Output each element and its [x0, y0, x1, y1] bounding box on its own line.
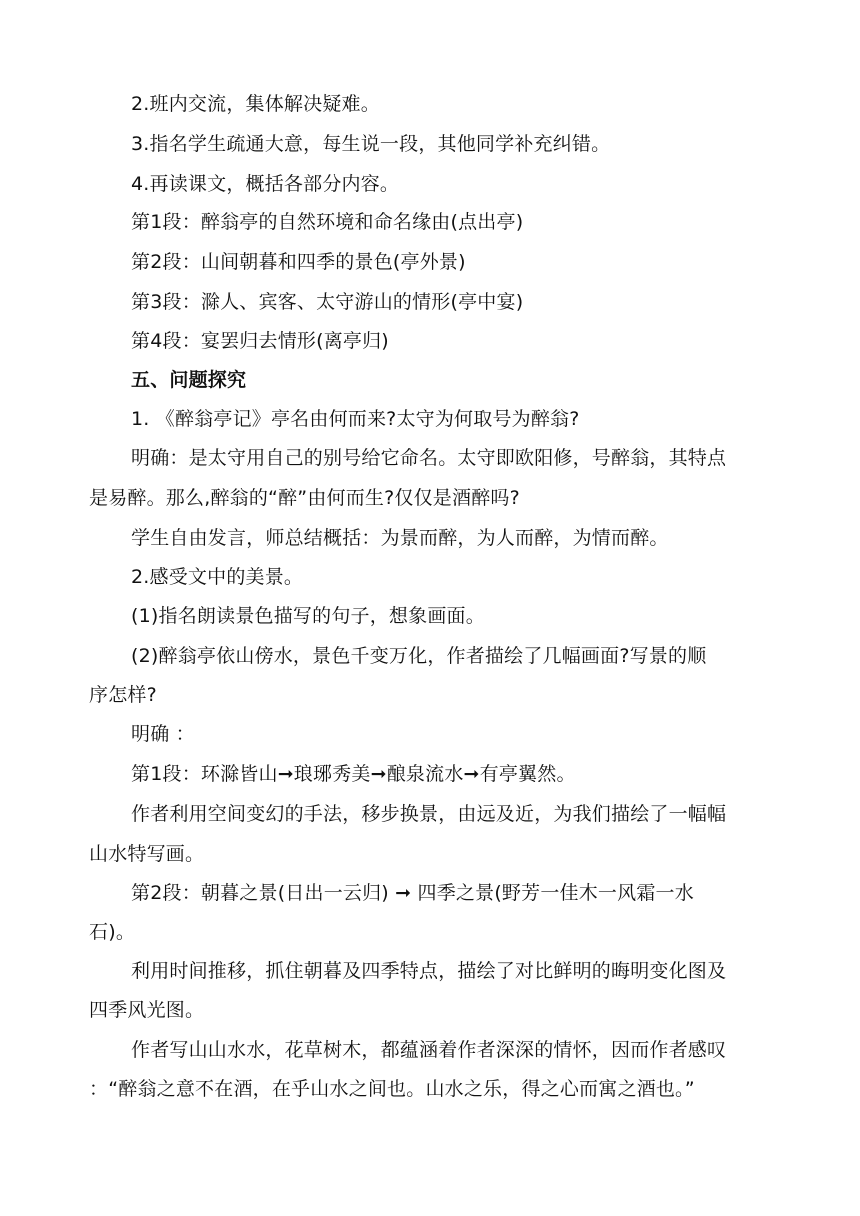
text-line: (1)指名朗读景色描写的句子，想象画面。 — [131, 605, 485, 627]
text-line: 3.指名学生疏通大意，每生说一段，其他同学补充纠错。 — [131, 133, 611, 155]
section-heading: 五、问题探究 — [131, 369, 247, 391]
text-line: 第2段：山间朝暮和四季的景色(亭外景) — [131, 251, 466, 273]
text-line: 4.再读课文，概括各部分内容。 — [131, 173, 400, 195]
text-line: 石)。 — [89, 921, 136, 943]
text-line: 作者写山山水水，花草树木，都蕴涵着作者深深的情怀，因而作者感叹 — [131, 1039, 727, 1061]
text-line: 第2段：朝暮之景(日出一云归) ➞ 四季之景(野芳一佳木一风霜一水 — [131, 882, 694, 904]
text-line: 四季风光图。 — [89, 999, 205, 1021]
text-line: 2.感受文中的美景。 — [131, 566, 304, 588]
text-line: 利用时间推移，抓住朝暮及四季特点，描绘了对比鲜明的晦明变化图及 — [131, 960, 727, 982]
text-line: 是易醉。那么,醉翁的“醉”由何而生?仅仅是酒醉吗? — [89, 487, 520, 509]
text-line: 第1段：环滁皆山➞琅琊秀美➞酿泉流水➞有亭翼然。 — [131, 763, 576, 785]
text-line: 学生自由发言，师总结概括：为景而醉，为人而醉，为情而醉。 — [131, 527, 669, 549]
text-line: 1. 《醉翁亭记》亭名由何而来?太守为何取号为醉翁? — [131, 408, 580, 430]
text-line: 第3段：滁人、宾客、太守游山的情形(亭中宴) — [131, 291, 524, 313]
text-line: ：“醉翁之意不在酒，在乎山水之间也。山水之乐，得之心而寓之酒也。” — [89, 1078, 695, 1100]
text-line: 第4段：宴罢归去情形(离亭归) — [131, 330, 389, 352]
text-line: 明确 ： — [131, 723, 195, 745]
text-line: 序怎样? — [89, 684, 157, 706]
text-line: (2)醉翁亭依山傍水，景色千变万化，作者描绘了几幅画面?写景的顺 — [131, 645, 707, 667]
text-line: 第1段：醉翁亭的自然环境和命名缘由(点出亭) — [131, 211, 524, 233]
text-line: 明确：是太守用自己的别号给它命名。太守即欧阳修，号醉翁，其特点 — [131, 447, 727, 469]
text-line: 山水特写画。 — [89, 843, 205, 865]
text-line: 作者利用空间变幻的手法，移步换景，由远及近，为我们描绘了一幅幅 — [131, 803, 727, 825]
text-line: 2.班内交流，集体解决疑难。 — [131, 93, 380, 115]
